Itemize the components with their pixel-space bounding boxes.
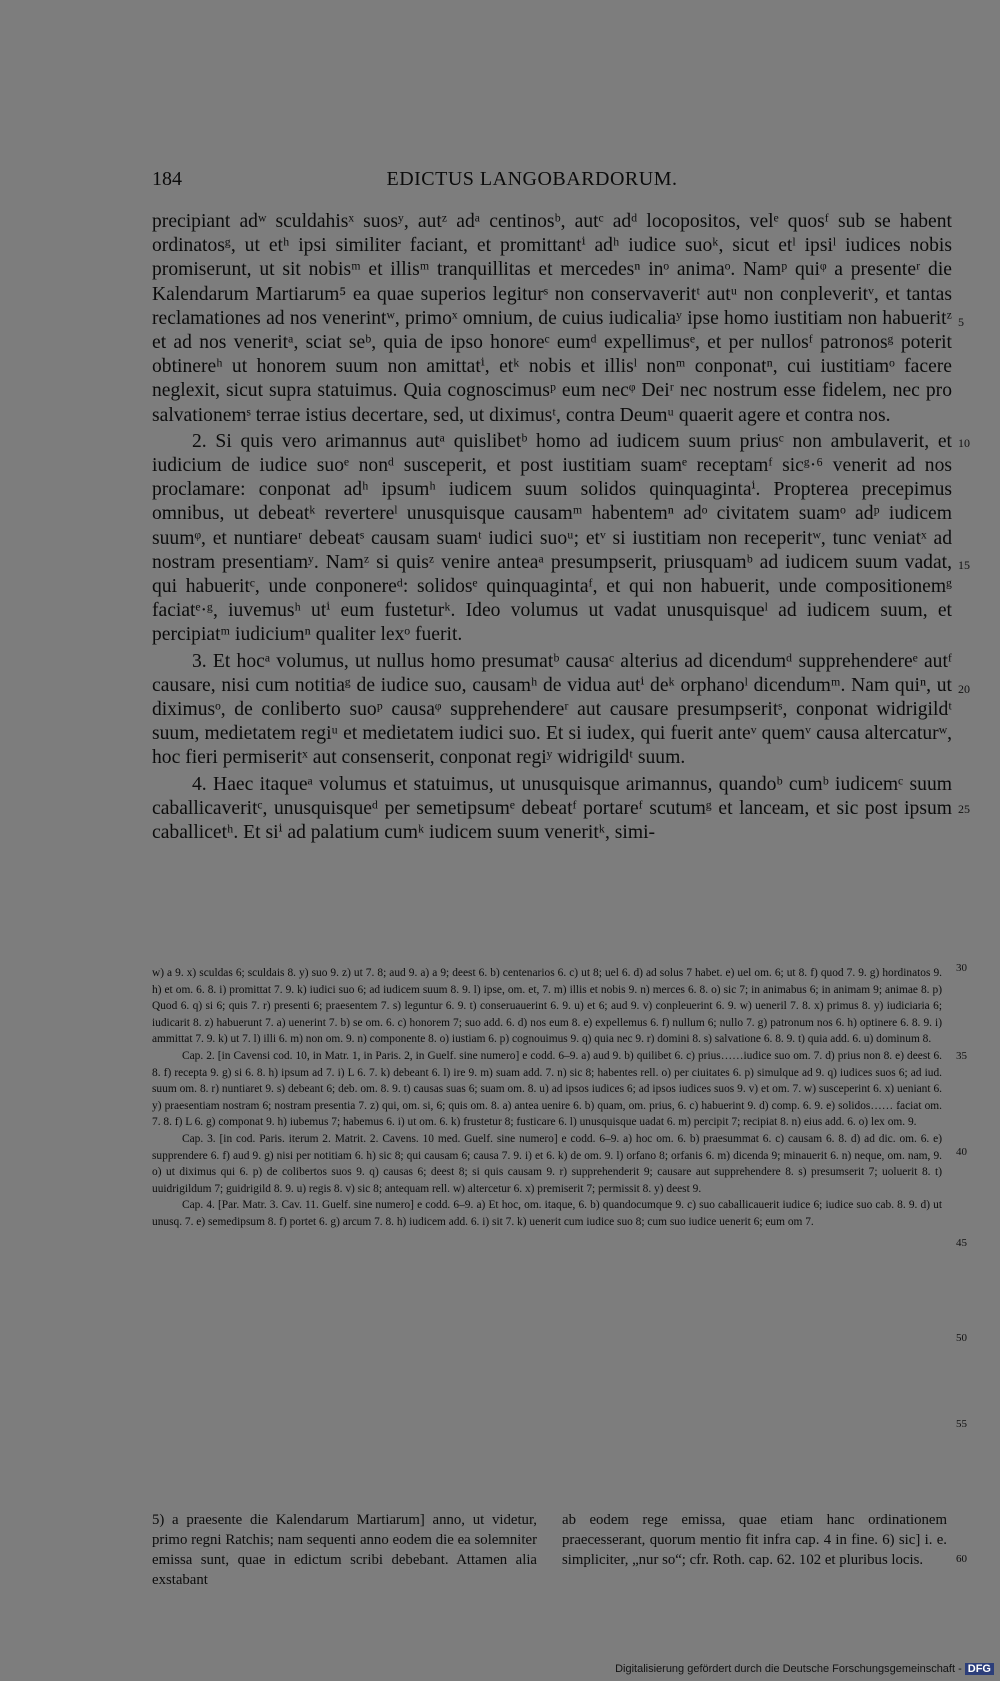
paragraph-2: 2. Si quis vero arimannus autᵃ quislibetᵇ homo ad iudicem suum priusᶜ non ambulaverit, et iudicium de iudice suoᵉ nonᵈ susceperit, et post iustitiam suamᵉ receptamᶠ sicᵍ·⁶ venerit ad nos proclamare: conponat adʰ ipsumʰ iudicem suum solidos quinquagintaⁱ. Propterea precepimus omnibus, ut debeatᵏ revertereˡ unusquisque causamᵐ habentemⁿ adᵒ civitatem suamᵒ adᵖ iudicem suumᵠ, et nuntiareʳ debeatˢ causam suamᵗ iudici suoᵘ; etᵛ si iustitiam non receperitʷ, tunc veniatˣ ad nostram presentiamʸ. Namᶻ si quisᶻ venire anteaᵃ presumpserit, priusquamᵇ ad iudicem suum vadat, qui habueritᶜ, unde conponereᵈ: solidosᵉ quinquagintaᶠ, et qui non habuerit, unde compositionemᵍ faciatᵉ·ᵍ, iuvemusʰ utⁱ eum fusteturᵏ. Ideo volumus ut vadat unusquisqueˡ ad iudicem suum, et percipiatᵐ iudiciumⁿ qualiter lexᵒ fuerit.: [152, 430, 952, 646]
footnotes: [152, 1510, 947, 1620]
line-number: 50: [956, 1332, 967, 1344]
line-number: 30: [956, 962, 967, 974]
line-number: 60: [956, 1553, 967, 1565]
line-number: 35: [956, 1050, 967, 1062]
digitization-credit: [615, 1663, 994, 1675]
line-number: 20: [958, 682, 970, 696]
running-title: EDICTUS LANGOBARDORUM.: [386, 168, 678, 190]
line-number: 55: [956, 1418, 967, 1430]
apparatus-cap-1: w) a 9. x) sculdas 6; sculdais 8. y) suo 9. z) ut 7. 8; aud 9. a) a 9; deest 6. b) centenarios 6. c) ut 8; uel 6. d) ad solus 7 habet. e) uel om. 6; ut 8. f) quod 7. 9. g) hordinatos 9. h) et om. 6. 8. i) promittat 7. 9. k) iudici suo 6; ad iudicem suum 8. 9. l) ipse, om. et, 7. m) illis et nobis 9. n) merces 6. 8. o) sic 7; in animabus 6; in animam 9; animae 8. p) Quod 6. q) si 6; quis 7. r) presenti 6; praesentem 7. s) leguntur 6. 9. t) conseruauerint 6. 9. u) et 6; aud 9. v) conpleuerint 6. 9. w) ueneril 7. 8. x) primus 8. y) iudiciaria 6; iudicarit 8. z) habuerunt 7. a) uenerint 7. b) se om. 6. c) honorem 7; suo add. 6. d) nos eum 8. e) expellemus 6. f) nullum 6; nullo 7. g) patronum nos 6. h) optinere 6. 8. 9. i) ammittat 7. 9. k) ut 7. l) illi 6. m) non om. 9. n) componente 8. o) iustiam 6. p) cognouimus 9. q) quia nec 9. r) domini 8. s) salvatione 6. 8. 9. t) quia add. 6. u) dominum 8.: [152, 967, 942, 1046]
line-number: 10: [958, 436, 970, 450]
apparatus-cap-3: Cap. 3. [in cod. Paris. iterum 2. Matrit. 2. Cavens. 10 med. Guelf. sine numero] e codd. 6–9. a) hoc om. 6. b) praesummat 6. c) causam 6. 8. d) ad dic. om. 6. e) supprendere 6. f) aud 9. g) nisi per notitiam 6. h) sic 8; qui causam 6; causa 7. 9. i) et 6. k) de om. 9. l) orfano 8; orfanis 6. m) dicenda 9; minauerit 6. n) neque, om. nam, 9. o) ut diximus qui 6. p) de colibertos suos 9. q) causas 6; deest 8; si quis causam 9. r) supprehenderit 9; causare aut supprehendere 8. s) presumserit 7; uoluerit 8. t) uuidrigildum 7; guidrigild 8. 9. u) regis 8. v) sic 8; antequam rell. w) altercetur 6. x) premiserit 7; permissit 8. y) deest 9.: [152, 1132, 942, 1195]
paragraph-4: 4. Haec itaqueᵃ volumus et statuimus, ut unusquisque arimannus, quandoᵇ cumᵇ iudicemᶜ suum caballicaveritᶜ, unusquisqueᵈ per semetipsumᵉ debeatᶠ portareᶠ scutumᵍ et lanceam, et sic post ipsum caballicetʰ. Et siⁱ ad palatium cumᵏ iudicem suum veneritᵏ, simi-: [152, 773, 952, 844]
paragraph-1: precipiant adʷ sculdahisˣ suosʸ, autᶻ adᵃ centinosᵇ, autᶜ adᵈ locopositos, velᵉ quosᶠ sub se habent ordinatosᵍ, ut etʰ ipsi similiter faciant, et promittantⁱ adʰ iudice suoᵏ, sicut etˡ ipsiˡ iudices nobis promiserunt, ut sit nobisᵐ et illisᵐ tranquillitas et mercedesⁿ inᵒ animaᵒ. Namᵖ quiᵠ a presenteʳ die Kalendarum Martiarum⁵ ea quae superios legiturˢ non conservaveritᵗ autᵘ non conpleveritᵛ, et tantas reclamationes ad nos venerintʷ, primoˣ omnium, de cuius iudicaliaʸ ipse homo iustitiam non habueritᶻ et ad nos veneritᵃ, sciat seᵇ, quia de ipso honoreᶜ eumᵈ expellimusᵉ, et per nullosᶠ patronosᵍ poterit obtinereʰ ut honorem suum non amittatⁱ, etᵏ nobis et illisˡ nonᵐ conponatⁿ, cui iustitiamᵒ facere neglexit, sicut supra statuimus. Quia cognoscimusᵖ eum necᵠ Deiʳ nec nostrum esse fidelem, nec pro salvationemˢ terrae istius decertare, sed, ut diximusᵗ, contra Deumᵘ quaerit agere et contra nos.: [152, 211, 952, 426]
critical-apparatus: [152, 965, 942, 1231]
page-number: 184: [152, 168, 182, 190]
line-number: 45: [956, 1237, 967, 1249]
main-text: [152, 210, 952, 847]
apparatus-cap-4: Cap. 4. [Par. Matr. 3. Cav. 11. Guelf. sine numero] e codd. 6–9. a) Et hoc, om. itaque, 6. b) quandocumque 9. c) suo caballicauerit iudice 6; iudice suo cab. 8. 9. d) ut unusq. 7. e) semedipsum 8. f) portet 6. g) arcum 7. 8. h) iudicem add. 6. i) sit 7. k) uenerit cum iudice suo 8; cum suo iudice uenerit 6; eum om 7.: [152, 1199, 942, 1228]
line-number: 25: [958, 802, 970, 816]
running-head: [152, 168, 912, 196]
paragraph-3: 3. Et hocᵃ volumus, ut nullus homo presumatᵇ causaᶜ alterius ad dicendumᵈ supprehendereᵉ autᶠ causare, nisi cum notitiaᵍ de iudice suo, causamʰ de vidua autⁱ deᵏ orphanoˡ dicendumᵐ. Nam quiⁿ, ut diximusᵒ, de conliberto suoᵖ causaᵠ supprehendereʳ aut causare presumpseritˢ, conponat widrigildᵗ suum, medietatem regiᵘ et medietatem iudici suo. Et si iudex, qui fuerit anteᵛ quemᵛ causa altercaturʷ, hoc fieri permiseritˣ aut consenserit, conponat regiʸ widrigildᵗ suum.: [152, 650, 952, 769]
apparatus-cap-2: Cap. 2. [in Cavensi cod. 10, in Matr. 1, in Paris. 2, in Guelf. sine numero] e codd. 6–9. a) aud 9. b) quilibet 6. c) prius……iudice suo om. 7. d) prius non 8. e) deest 6. 8. f) recepta 9. g) si 6. 8. h) ipsum ad 7. i) L 6. 7. k) debeant 6. l) ire 9. m) suam add. 7. n) sic 8; habentes rell. o) per ciuitates 6. p) simulque ad 9. q) iudices suos 6; ad iud. suum om. 8. r) nuntiaret 9. s) debeant 6; deb. om. 8. 9. t) causas suas 6; suam om. 8. u) ad ipsos iudices 6; ad ipsos iudices suos 9. v) et om. 7. w) susceperint 6. x) ueniant 6. y) praesentiam nostram 6; nostram presentia 7. z) qui, om. si, 6; quis om. 8. a) antea uenire 6. b) quam, om. prius, 6. c) habuerint 9. d) comp. 6. 9. e) solidos…… faciat om. 7. 8. f) L 6. g) componat 9. h) iubemus 7; habemus 6. i) ut om. 6. k) frustetur 8; fusticare 6. l) unusquisque uadat 6. m) percipit 7; recipiat 8. n) eius add. 6. o) lex om. 9.: [152, 1049, 942, 1129]
dfg-logo: DFG: [965, 1663, 994, 1675]
credit-text: Digitalisierung gefördert durch die Deutsche Forschungsgemeinschaft -: [615, 1663, 962, 1675]
line-number: 15: [958, 558, 970, 572]
line-number: 5: [958, 315, 964, 329]
footnote-column-left: 5) a praesente die Kalendarum Martiarum] anno, ut videtur, primo regni Ratchis; nam sequenti anno eodem die ea solemniter emissa sunt, quae in edictum scribi debebant. Attamen alia exstabant: [152, 1512, 537, 1588]
line-number: 40: [956, 1146, 967, 1158]
footnote-column-right: ab eodem rege emissa, quae etiam hanc ordinationem praecesserant, quorum mentio fit infra cap. 4 in fine. 6) sic] i. e. simpliciter, „nur so“; cfr. Roth. cap. 62. 102 et pluribus locis.: [562, 1512, 947, 1568]
